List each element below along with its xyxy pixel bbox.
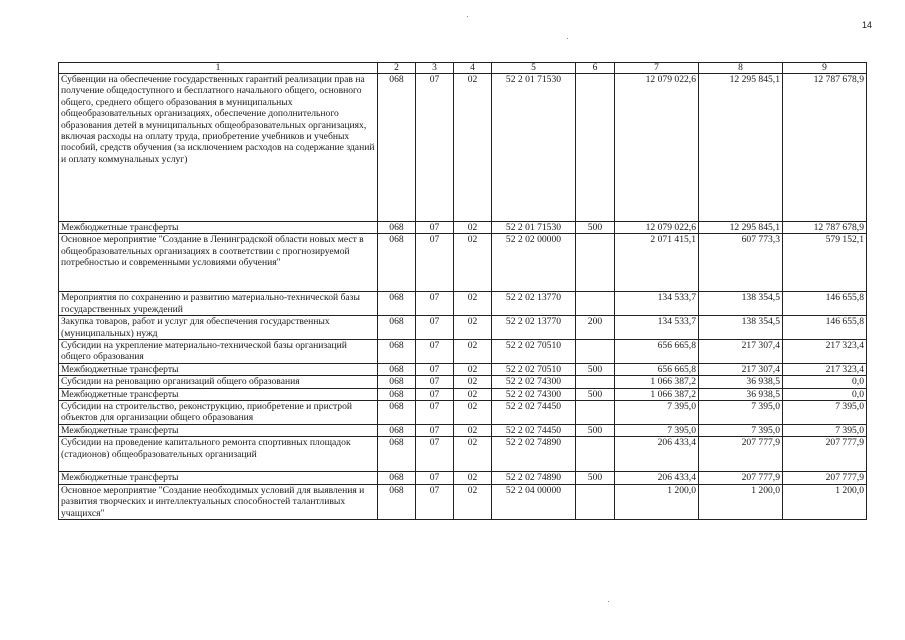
amount-year-2: 1 200,0	[699, 484, 783, 519]
section-code: 07	[416, 472, 454, 484]
expense-type-code: 500	[576, 222, 615, 234]
target-article-code: 52 2 02 70510	[492, 363, 576, 375]
target-article-code: 52 2 02 74300	[492, 376, 576, 388]
row-label: Основное мероприятие "Создание в Ленинградской области новых мест в общеобразовательных организациях в соответствии с прогнозируемой потребностью и современными условиями обучения"	[59, 234, 378, 292]
scan-speck	[467, 16, 468, 17]
ministry-code: 068	[378, 484, 416, 519]
section-code: 07	[416, 340, 454, 364]
amount-year-1: 656 665,8	[615, 363, 699, 375]
amount-year-3: 146 655,8	[783, 316, 867, 340]
amount-year-3: 579 152,1	[783, 234, 867, 292]
section-code: 07	[416, 376, 454, 388]
table-row	[59, 340, 867, 364]
section-code: 07	[416, 484, 454, 519]
expense-type-code	[576, 340, 615, 364]
amount-year-2: 138 354,5	[699, 292, 783, 316]
subsection-code: 02	[454, 437, 492, 472]
amount-year-2: 7 395,0	[699, 424, 783, 436]
table-row	[59, 376, 867, 388]
ministry-code: 068	[378, 222, 416, 234]
subsection-code: 02	[454, 222, 492, 234]
ministry-code: 068	[378, 363, 416, 375]
amount-year-2: 7 395,0	[699, 401, 783, 425]
scan-speck	[608, 601, 609, 602]
ministry-code: 068	[378, 292, 416, 316]
expense-type-code: 500	[576, 424, 615, 436]
target-article-code: 52 2 02 74450	[492, 424, 576, 436]
row-label: Межбюджетные трансферты	[59, 388, 378, 400]
expense-type-code	[576, 437, 615, 472]
ministry-code: 068	[378, 437, 416, 472]
expense-type-code	[576, 74, 615, 222]
amount-year-3: 7 395,0	[783, 401, 867, 425]
section-code: 07	[416, 222, 454, 234]
amount-year-3: 146 655,8	[783, 292, 867, 316]
row-label: Межбюджетные трансферты	[59, 363, 378, 375]
ministry-code: 068	[378, 401, 416, 425]
amount-year-2: 217 307,4	[699, 363, 783, 375]
amount-year-1: 206 433,4	[615, 437, 699, 472]
column-number: 5	[492, 63, 576, 74]
ministry-code: 068	[378, 424, 416, 436]
subsection-code: 02	[454, 292, 492, 316]
expense-type-code	[576, 376, 615, 388]
ministry-code: 068	[378, 376, 416, 388]
row-label: Межбюджетные трансферты	[59, 222, 378, 234]
table-row	[59, 472, 867, 484]
table-row	[59, 316, 867, 340]
amount-year-2: 12 295 845,1	[699, 74, 783, 222]
section-code: 07	[416, 234, 454, 292]
budget-table	[58, 62, 867, 520]
amount-year-1: 12 079 022,6	[615, 74, 699, 222]
table-row	[59, 234, 867, 292]
ministry-code: 068	[378, 74, 416, 222]
amount-year-1: 7 395,0	[615, 401, 699, 425]
column-number: 2	[378, 63, 416, 74]
table-row	[59, 222, 867, 234]
target-article-code: 52 2 01 71530	[492, 222, 576, 234]
amount-year-1: 1 066 387,2	[615, 376, 699, 388]
amount-year-2: 607 773,3	[699, 234, 783, 292]
amount-year-1: 1 200,0	[615, 484, 699, 519]
row-label: Субсидии на проведение капитального ремонта спортивных площадок (стадионов) общеобразовательных организаций	[59, 437, 378, 472]
expense-type-code: 200	[576, 316, 615, 340]
row-label: Субсидии на строительство, реконструкцию, приобретение и пристрой объектов для организации общего образования	[59, 401, 378, 425]
ministry-code: 068	[378, 472, 416, 484]
target-article-code: 52 2 02 70510	[492, 340, 576, 364]
amount-year-3: 0,0	[783, 376, 867, 388]
amount-year-1: 206 433,4	[615, 472, 699, 484]
row-label: Межбюджетные трансферты	[59, 424, 378, 436]
table-row	[59, 388, 867, 400]
amount-year-1: 656 665,8	[615, 340, 699, 364]
amount-year-1: 7 395,0	[615, 424, 699, 436]
column-number: 6	[576, 63, 615, 74]
amount-year-3: 0,0	[783, 388, 867, 400]
section-code: 07	[416, 292, 454, 316]
amount-year-3: 207 777,9	[783, 472, 867, 484]
table-row	[59, 424, 867, 436]
subsection-code: 02	[454, 388, 492, 400]
expense-type-code	[576, 292, 615, 316]
target-article-code: 52 2 02 13770	[492, 292, 576, 316]
section-code: 07	[416, 401, 454, 425]
subsection-code: 02	[454, 234, 492, 292]
column-number: 8	[699, 63, 783, 74]
amount-year-2: 36 938,5	[699, 388, 783, 400]
amount-year-2: 217 307,4	[699, 340, 783, 364]
subsection-code: 02	[454, 74, 492, 222]
row-label: Субвенции на обеспечение государственных гарантий реализации прав на получение общедоступного и бесплатного начального общего, основного общего, среднего общего образования в муниципальных общеобразовательных организациях, обеспечение дополнительного образования детей в муниципальных общеобразовательных организациях, включая расходы на оплату труда, приобретение учебников и учебных пособий, средств обучения (за исключением расходов на содержание зданий и оплату коммунальных услуг)	[59, 74, 378, 222]
subsection-code: 02	[454, 316, 492, 340]
expense-type-code	[576, 484, 615, 519]
amount-year-2: 207 777,9	[699, 437, 783, 472]
amount-year-3: 217 323,4	[783, 363, 867, 375]
section-code: 07	[416, 424, 454, 436]
expense-type-code: 500	[576, 388, 615, 400]
subsection-code: 02	[454, 340, 492, 364]
scan-speck	[567, 38, 568, 39]
row-label: Субсидии на укрепление материально-технической базы организаций общего образования	[59, 340, 378, 364]
column-number: 9	[783, 63, 867, 74]
subsection-code: 02	[454, 484, 492, 519]
table-row	[59, 363, 867, 375]
target-article-code: 52 2 02 74890	[492, 437, 576, 472]
row-label: Закупка товаров, работ и услуг для обеспечения государственных (муниципальных) нужд	[59, 316, 378, 340]
target-article-code: 52 2 02 74450	[492, 401, 576, 425]
target-article-code: 52 2 02 00000	[492, 234, 576, 292]
amount-year-1: 2 071 415,1	[615, 234, 699, 292]
ministry-code: 068	[378, 316, 416, 340]
subsection-code: 02	[454, 424, 492, 436]
subsection-code: 02	[454, 376, 492, 388]
amount-year-1: 134 533,7	[615, 316, 699, 340]
table-row	[59, 401, 867, 425]
ministry-code: 068	[378, 388, 416, 400]
amount-year-3: 217 323,4	[783, 340, 867, 364]
subsection-code: 02	[454, 401, 492, 425]
expense-type-code	[576, 401, 615, 425]
column-number: 1	[59, 63, 378, 74]
page-number: 14	[862, 20, 873, 30]
target-article-code: 52 2 02 13770	[492, 316, 576, 340]
row-label: Основное мероприятие "Создание необходимых условий для выявления и развития творческих и интеллектуальных способностей талантливых учащихся"	[59, 484, 378, 519]
row-label: Межбюджетные трансферты	[59, 472, 378, 484]
amount-year-1: 1 066 387,2	[615, 388, 699, 400]
target-article-code: 52 2 04 00000	[492, 484, 576, 519]
amount-year-2: 12 295 845,1	[699, 222, 783, 234]
table-row	[59, 437, 867, 472]
amount-year-2: 207 777,9	[699, 472, 783, 484]
table-row	[59, 74, 867, 222]
column-number: 7	[615, 63, 699, 74]
target-article-code: 52 2 02 74890	[492, 472, 576, 484]
amount-year-3: 1 200,0	[783, 484, 867, 519]
expense-type-code: 500	[576, 472, 615, 484]
column-number: 4	[454, 63, 492, 74]
amount-year-1: 134 533,7	[615, 292, 699, 316]
expense-type-code: 500	[576, 363, 615, 375]
amount-year-1: 12 079 022,6	[615, 222, 699, 234]
amount-year-3: 207 777,9	[783, 437, 867, 472]
amount-year-3: 12 787 678,9	[783, 222, 867, 234]
column-number: 3	[416, 63, 454, 74]
amount-year-2: 36 938,5	[699, 376, 783, 388]
amount-year-2: 138 354,5	[699, 316, 783, 340]
row-label: Субсидии на реновацию организаций общего образования	[59, 376, 378, 388]
amount-year-3: 7 395,0	[783, 424, 867, 436]
table-header-row	[59, 63, 867, 74]
section-code: 07	[416, 74, 454, 222]
section-code: 07	[416, 388, 454, 400]
amount-year-3: 12 787 678,9	[783, 74, 867, 222]
expense-type-code	[576, 234, 615, 292]
target-article-code: 52 2 01 71530	[492, 74, 576, 222]
table-row	[59, 292, 867, 316]
row-label: Мероприятия по сохранению и развитию материально-технической базы государственных учреждений	[59, 292, 378, 316]
table-row	[59, 484, 867, 519]
target-article-code: 52 2 02 74300	[492, 388, 576, 400]
subsection-code: 02	[454, 472, 492, 484]
ministry-code: 068	[378, 340, 416, 364]
section-code: 07	[416, 437, 454, 472]
ministry-code: 068	[378, 234, 416, 292]
subsection-code: 02	[454, 363, 492, 375]
section-code: 07	[416, 316, 454, 340]
section-code: 07	[416, 363, 454, 375]
